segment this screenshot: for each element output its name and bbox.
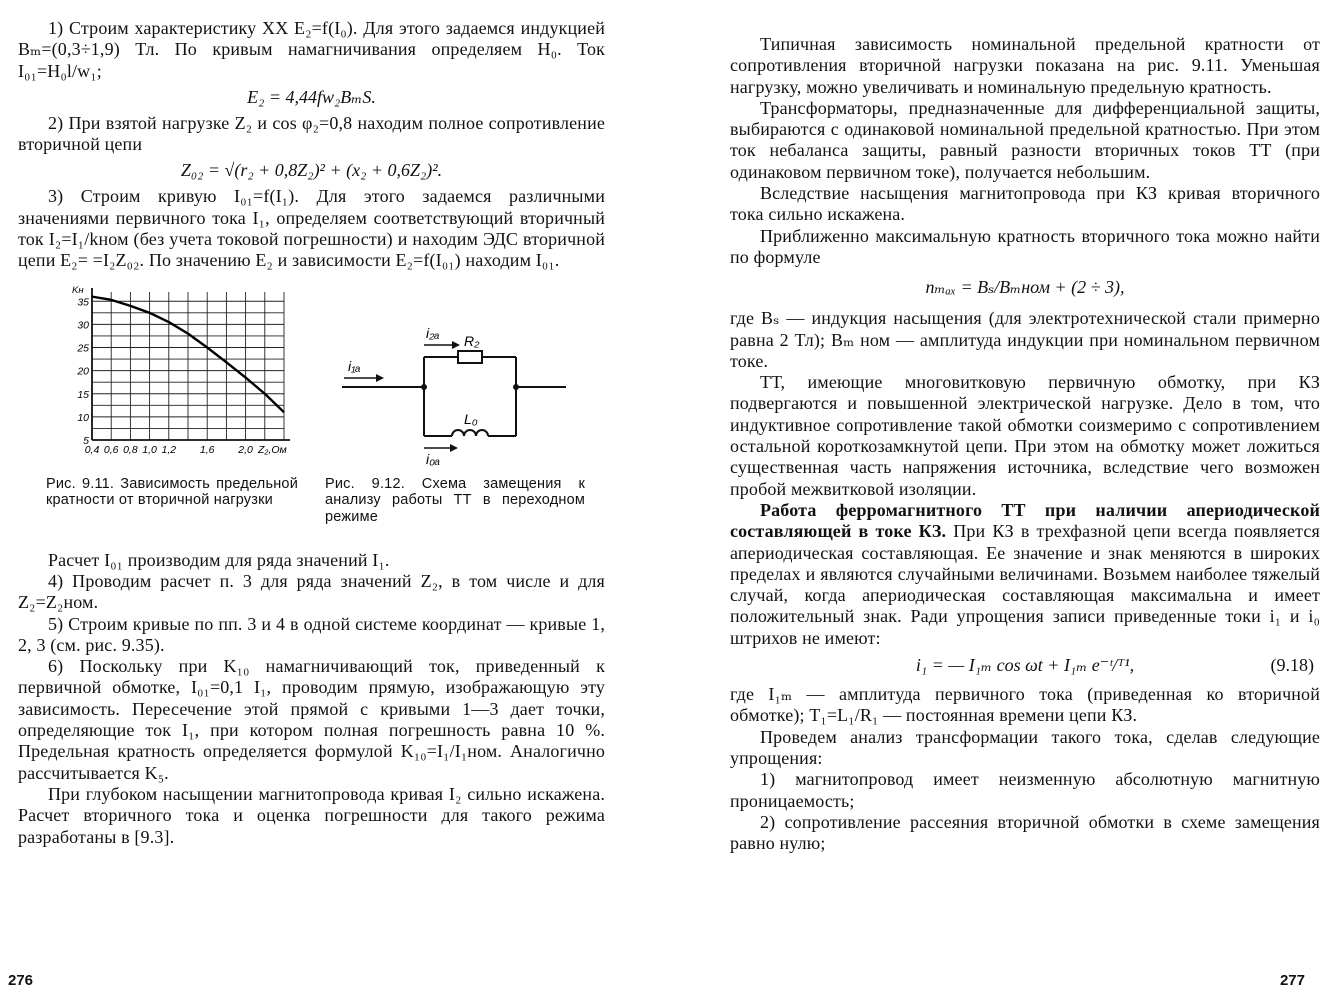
fig-9-11-caption: Рис. 9.11. Зависимость предельной кратности от вторичной нагрузки <box>46 475 298 509</box>
label-i0a: i₀ₐ <box>426 450 441 467</box>
y-axis-label: Kн <box>72 284 84 296</box>
paragraph: 4) Проводим расчет п. 3 для ряда значений Z₂, в том числе и для Z₂=Z₂ном. <box>18 570 605 613</box>
y-tick-label: 25 <box>77 342 89 355</box>
left-text-column <box>18 18 605 848</box>
y-tick-label: 10 <box>77 411 89 424</box>
paragraph-section <box>730 500 1320 649</box>
x-tick-label: 1,6 <box>199 443 215 456</box>
paragraph: 1) магнитопровод имеет неизменную абсолютную магнитную проницаемость; <box>730 769 1320 811</box>
formula-9-18 <box>730 655 1320 676</box>
section-text: При КЗ в трехфазной цепи всегда появляется апериодическая составляющая. Ее значение и знак меняются в широких пределах и являются случайными величинами. Возьмем наиболее тяжелый случай, когда апериодическая составляющая максимальна и имеет положительный знак. Ради упрощения записи приведенные токи i₁ и i₀ штрихов не имеют: <box>730 521 1320 648</box>
paragraph: 1) Строим характеристику XX E₂=f(I₀). Для этого задаемся индукцией Bₘ=(0,3÷1,9) Тл. По кривым намагничивания определяем H₀. Ток I₀₁=H₀l/w₁; <box>18 18 605 81</box>
paragraph: 2) При взятой нагрузке Z₂ и cos φ₂=0,8 находим полное сопротивление вторичной цепи <box>18 112 605 155</box>
paragraph: Вследствие насыщения магнитопровода при КЗ кривая вторичного тока сильно искажена. <box>730 183 1320 225</box>
y-tick-label: 20 <box>77 365 89 378</box>
label-i1a: i₁ₐ <box>348 357 361 374</box>
paragraph: где I₁ₘ — амплитуда первичного тока (приведенная ко вторичной обмотке); T₁=L₁/R₁ — постоянная времени цепи КЗ. <box>730 684 1320 726</box>
x-tick-label: 1,0 <box>142 443 157 456</box>
x-tick-label: 1,2 <box>161 443 177 456</box>
label-l0: L₀ <box>464 410 478 427</box>
paragraph: ТТ, имеющие многовитковую первичную обмотку, при КЗ подвергаются и повышенной электрической нагрузке. Дело в том, что индуктивное сопротивление такой обмотки соизмеримо с сопротивлением остальной короткозамкнутой цепи. При этом на обмотку может ложиться существенная часть напряжения источника, вследствие чего возможен пробой межвитковой изоляции. <box>730 372 1320 499</box>
paragraph: 3) Строим кривую I₀₁=f(I₁). Для этого задаемся различными значениями первичного тока I₁, определяем соответствующий вторичный ток I₂=I₁/kном (без учета токовой погрешности) и находим ЭДС вторичной цепи E₂= =I₂Z₀₂. По значению E₂ и зависимости E₂=f(I₀₁) находим I₀₁. <box>18 186 605 271</box>
right-page <box>700 0 1333 1002</box>
page-number: 277 <box>1279 972 1305 989</box>
figures-block <box>18 278 605 550</box>
right-text-column <box>730 34 1320 854</box>
formula-e2: E₂ = 4,44fw₂BₘS. <box>247 86 376 107</box>
x-tick-label: 0,4 <box>84 443 100 456</box>
y-tick-label: 5 <box>83 434 89 447</box>
page-number: 276 <box>8 972 34 989</box>
formula-nmax: nₘₐₓ = Bₛ/Bₘном + (2 ÷ 3), <box>925 277 1125 298</box>
paragraph: При глубоком насыщении магнитопровода кривая I₂ сильно искажена. Расчет вторичного тока и оценка погрешности для такого режима разработаны в [9.3]. <box>18 783 605 847</box>
fig-9-12-circuit <box>340 318 570 468</box>
paragraph: 5) Строим кривые по пп. 3 и 4 в одной системе координат — кривые 1, 2, 3 (см. рис. 9.35). <box>18 613 605 655</box>
x-tick-label: 0,6 <box>103 443 119 456</box>
formula-i1: i₁ = — I₁ₘ cos ωt + I₁ₘ e⁻ᵗ/ᵀ¹, <box>915 655 1135 676</box>
x-tick-label: 2,0 <box>238 443 253 456</box>
paragraph: 6) Поскольку при K₁₀ намагничивающий ток, приведенный к первичной обмотке, I₀₁=0,1 I₁, проводим прямую, изображающую эту зависимость. Пересечение этой прямой с кривыми 1—3 дает точки, определяющие ток I₁, при котором полная погрешность равна 10 %. Предельная кратность определяется формулой K₁₀=I₁/I₁ном. Аналогично рассчитывается K₅. <box>18 656 605 783</box>
paragraph: Расчет I₀₁ производим для ряда значений I₁. <box>48 549 390 570</box>
x-tick-label: 0,8 <box>123 443 138 456</box>
y-tick-label: 35 <box>77 295 89 308</box>
label-i2a: i₂ₐ <box>426 324 440 341</box>
left-page <box>0 0 666 1002</box>
paragraph: Проведем анализ трансформации такого тока, сделав следующие упрощения: <box>730 726 1320 768</box>
label-r2: R₂ <box>464 332 480 349</box>
paragraph: Приближенно максимальную кратность вторичного тока можно найти по формуле <box>730 225 1320 267</box>
y-tick-label: 15 <box>77 388 89 401</box>
fig-9-11-chart <box>70 282 310 468</box>
formula-z02: Z₀₂ = √(r₂ + 0,8Z₂)² + (x₂ + 0,6Z₂)². <box>180 160 443 181</box>
y-tick-label: 30 <box>77 319 89 332</box>
section-heading: Работа ферромагнитного ТТ при наличии апериодической составляющей в токе КЗ. <box>730 499 1320 542</box>
paragraph: где Bₛ — индукция насыщения (для электротехнической стали примерно равна 2 Тл); Bₘ ном — амплитуда индукции при номинальном первичном токе. <box>730 308 1320 371</box>
paragraph: 2) сопротивление рассеяния вторичной обмотки в схеме замещения равно нулю; <box>730 811 1320 854</box>
equation-number: (9.18) <box>1270 655 1314 676</box>
fig-9-12-caption: Рис. 9.12. Схема замещения к анализу работы ТТ в переходном режиме <box>325 475 585 525</box>
x-axis-label: Z₂,Ом <box>258 443 287 456</box>
paragraph: Типичная зависимость номинальной предельной кратности от сопротивления вторичной нагрузки показана на рис. 9.11. Уменьшая нагрузку, можно увеличивать и номинальную предельную кратность. <box>730 34 1320 97</box>
paragraph: Трансформаторы, предназначенные для дифференциальной защиты, выбираются с одинаковой номинальной предельной кратностью. При этом ток небаланса защиты, равный разности вторичных токов ТТ (при одинаковом первичном токе), получается небольшим. <box>730 97 1320 182</box>
